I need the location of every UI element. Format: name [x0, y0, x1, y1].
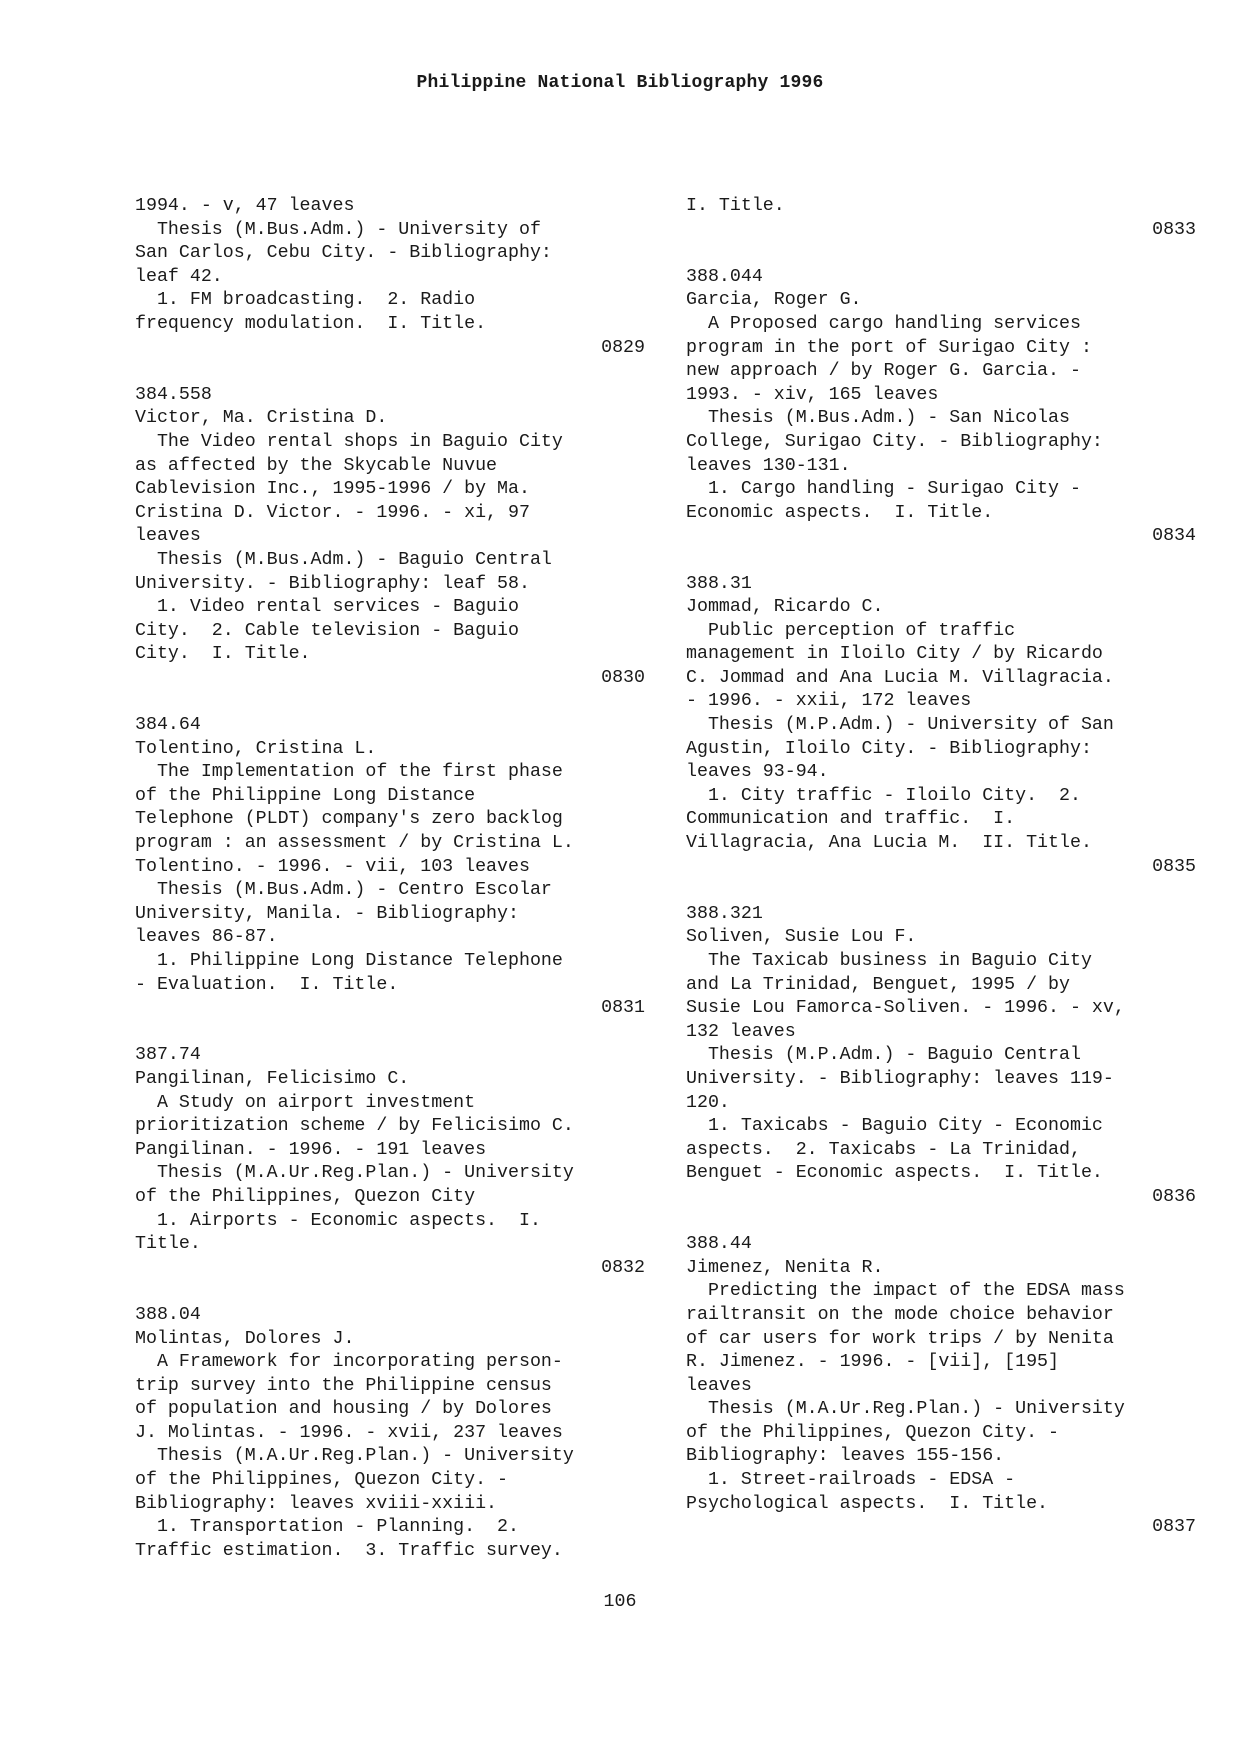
entry-number: 0833: [1152, 219, 1196, 240]
page-title: Philippine National Bibliography 1996: [416, 73, 824, 93]
entry-line: 1. Video rental services - Baguio: [135, 597, 519, 618]
entry-line: 1. Philippine Long Distance Telephone: [135, 951, 563, 971]
entry-line: Thesis (M.Bus.Adm.) - Baguio Central: [135, 549, 552, 570]
entry-line: A Proposed cargo handling services: [686, 313, 1081, 334]
entry-line: Thesis (M.A.Ur.Reg.Plan.) - University: [135, 1163, 574, 1184]
bibliography-entry: [135, 1304, 645, 1564]
bibliography-entry: [135, 714, 645, 1021]
entry-line: Cristina D. Victor. - 1996. - xi, 97: [135, 502, 530, 523]
entry-line: new approach / by Roger G. Garcia. -: [686, 361, 1081, 382]
entry-gap: [686, 879, 1196, 903]
entry-line: I. Title.: [686, 196, 785, 216]
entry-number: 0835: [1152, 856, 1196, 877]
bibliography-entry: [686, 1233, 1196, 1540]
entry-line: leaf 42.: [135, 266, 223, 287]
entry-line: 1. Transportation - Planning. 2.: [135, 1517, 519, 1538]
entry-number: 0829: [601, 337, 645, 358]
entry-line: A Framework for incorporating person-: [135, 1352, 563, 1373]
entry-line: San Carlos, Cebu City. - Bibliography:: [135, 243, 552, 264]
entry-line: Villagracia, Ana Lucia M. II. Title.: [686, 833, 1092, 854]
entry-line: Telephone (PLDT) company's zero backlog: [135, 809, 563, 830]
entry-line: Thesis (M.A.Ur.Reg.Plan.) - University: [135, 1446, 574, 1467]
entry-line: 1. City traffic - Iloilo City. 2.: [686, 785, 1081, 806]
entry-gap: [686, 242, 1196, 266]
entry-gap: [686, 549, 1196, 573]
entry-line: Thesis (M.P.Adm.) - Baguio Central: [686, 1045, 1081, 1066]
entry-line: Pangilinan. - 1996. - 191 leaves: [135, 1139, 487, 1160]
entry-line: Tolentino, Cristina L.: [135, 738, 377, 759]
entry-line: prioritization scheme / by Felicisimo C.: [135, 1116, 574, 1137]
entry-line: railtransit on the mode choice behavior: [686, 1304, 1114, 1325]
entry-line: 384.64: [135, 715, 201, 736]
bibliography-entry: [135, 384, 645, 691]
entry-line: University. - Bibliography: leaves 119-: [686, 1068, 1114, 1089]
entry-line: Thesis (M.A.Ur.Reg.Plan.) - University: [686, 1399, 1125, 1420]
entry-line: Thesis (M.Bus.Adm.) - University of: [135, 219, 541, 240]
entry-line: of the Philippines, Quezon City: [135, 1186, 476, 1207]
entry-line: management in Iloilo City / by Ricardo: [686, 644, 1103, 665]
entry-line: 388.321: [686, 903, 763, 924]
entry-line: program in the port of Surigao City :: [686, 337, 1092, 358]
entry-line: of the Philippines, Quezon City. -: [135, 1470, 508, 1491]
entry-line: College, Surigao City. - Bibliography:: [686, 431, 1103, 452]
entry-number: 0834: [1152, 526, 1196, 547]
entry-line: Molintas, Dolores J.: [135, 1328, 355, 1349]
entry-line: Public perception of traffic: [686, 620, 1016, 641]
entry-line: of the Philippines, Quezon City. -: [686, 1422, 1059, 1443]
left-column: [135, 195, 645, 1563]
entry-line: Psychological aspects. I. Title.: [686, 1493, 1049, 1514]
bibliography-entry: [686, 903, 1196, 1210]
bibliography-entry: [135, 1044, 645, 1280]
entry-line: and La Trinidad, Benguet, 1995 / by: [686, 974, 1070, 995]
entry-line: Economic aspects. I. Title.: [686, 502, 994, 523]
entry-gap: [135, 1280, 645, 1304]
entry-line: trip survey into the Philippine census: [135, 1375, 552, 1396]
bibliography-entry: [686, 195, 1196, 242]
entry-line: Garcia, Roger G.: [686, 290, 862, 311]
entry-gap: [686, 1210, 1196, 1234]
entry-line: The Taxicab business in Baguio City: [686, 951, 1092, 971]
entry-line: Victor, Ma. Cristina D.: [135, 408, 388, 429]
entry-line: Agustin, Iloilo City. - Bibliography:: [686, 738, 1092, 759]
entry-line: City. 2. Cable television - Baguio: [135, 620, 519, 641]
entry-line: Communication and traffic. I.: [686, 809, 1016, 830]
entry-line: program : an assessment / by Cristina L.: [135, 833, 574, 854]
entry-line: Thesis (M.Bus.Adm.) - Centro Escolar: [135, 880, 552, 901]
entry-line: Thesis (M.Bus.Adm.) - San Nicolas: [686, 408, 1070, 429]
entry-line: C. Jommad and Ana Lucia M. Villagracia.: [686, 667, 1114, 688]
bibliography-entry: [686, 573, 1196, 880]
entry-line: The Implementation of the first phase: [135, 762, 563, 783]
entry-line: of the Philippine Long Distance: [135, 785, 476, 806]
entry-line: 388.044: [686, 266, 763, 287]
entry-line: leaves: [686, 1375, 752, 1396]
entry-line: Soliven, Susie Lou F.: [686, 927, 917, 948]
entry-line: 388.44: [686, 1234, 752, 1255]
entry-line: Jommad, Ricardo C.: [686, 597, 884, 618]
entry-gap: [135, 360, 645, 384]
entry-line: Bibliography: leaves xviii-xxiii.: [135, 1493, 498, 1514]
entry-line: leaves 86-87.: [135, 927, 278, 948]
entry-line: Title.: [135, 1234, 201, 1255]
entry-number: 0836: [1152, 1186, 1196, 1207]
entry-line: Thesis (M.P.Adm.) - University of San: [686, 715, 1114, 736]
entry-line: Traffic estimation. 3. Traffic survey.: [135, 1540, 563, 1561]
entry-gap: [135, 1021, 645, 1045]
entry-line: Cablevision Inc., 1995-1996 / by Ma.: [135, 479, 530, 500]
entry-line: University, Manila. - Bibliography:: [135, 903, 519, 924]
entry-line: - 1996. - xxii, 172 leaves: [686, 691, 972, 712]
entry-line: 388.04: [135, 1304, 201, 1325]
entry-line: 1. FM broadcasting. 2. Radio: [135, 290, 476, 311]
entry-line: Bibliography: leaves 155-156.: [686, 1446, 1005, 1467]
entry-line: aspects. 2. Taxicabs - La Trinidad,: [686, 1139, 1081, 1160]
entry-line: of car users for work trips / by Nenita: [686, 1328, 1114, 1349]
entry-line: 1. Street-railroads - EDSA -: [686, 1470, 1016, 1491]
entry-line: leaves 93-94.: [686, 762, 829, 783]
entry-line: Predicting the impact of the EDSA mass: [686, 1281, 1125, 1302]
entry-number: 0831: [601, 998, 645, 1019]
entry-line: 388.31: [686, 573, 752, 594]
entry-line: leaves 130-131.: [686, 455, 851, 476]
entry-line: The Video rental shops in Baguio City: [135, 431, 563, 452]
entry-line: A Study on airport investment: [135, 1092, 476, 1113]
entry-line: 1. Taxicabs - Baguio City - Economic: [686, 1116, 1103, 1137]
entry-number: 0830: [601, 667, 645, 688]
right-column: [686, 195, 1196, 1540]
entry-line: Pangilinan, Felicisimo C.: [135, 1068, 410, 1089]
entry-line: as affected by the Skycable Nuvue: [135, 455, 498, 476]
bibliography-entry: [686, 266, 1196, 549]
entry-line: Jimenez, Nenita R.: [686, 1257, 884, 1278]
entry-line: Tolentino. - 1996. - vii, 103 leaves: [135, 856, 530, 877]
entry-line: of population and housing / by Dolores: [135, 1399, 552, 1420]
entry-line: University. - Bibliography: leaf 58.: [135, 573, 530, 594]
page-number: 106: [603, 1592, 637, 1612]
bibliography-entry: [135, 195, 645, 360]
entry-line: 1. Airports - Economic aspects. I.: [135, 1210, 541, 1231]
entry-line: 120.: [686, 1092, 730, 1113]
entry-line: 132 leaves: [686, 1021, 796, 1042]
entry-number: 0837: [1152, 1517, 1196, 1538]
entry-line: leaves: [135, 526, 201, 547]
entry-gap: [135, 690, 645, 714]
entry-line: 384.558: [135, 384, 212, 405]
entry-line: 1994. - v, 47 leaves: [135, 196, 355, 216]
entry-line: J. Molintas. - 1996. - xvii, 237 leaves: [135, 1422, 563, 1443]
entry-line: 1993. - xiv, 165 leaves: [686, 384, 939, 405]
entry-line: Susie Lou Famorca-Soliven. - 1996. - xv,: [686, 998, 1125, 1019]
entry-line: - Evaluation. I. Title.: [135, 974, 399, 995]
entry-line: Benguet - Economic aspects. I. Title.: [686, 1163, 1103, 1184]
entry-line: 1. Cargo handling - Surigao City -: [686, 479, 1081, 500]
entry-line: 387.74: [135, 1045, 201, 1066]
entry-line: frequency modulation. I. Title.: [135, 313, 487, 334]
entry-number: 0832: [601, 1257, 645, 1278]
entry-line: R. Jimenez. - 1996. - [vii], [195]: [686, 1352, 1059, 1373]
entry-line: City. I. Title.: [135, 644, 311, 665]
